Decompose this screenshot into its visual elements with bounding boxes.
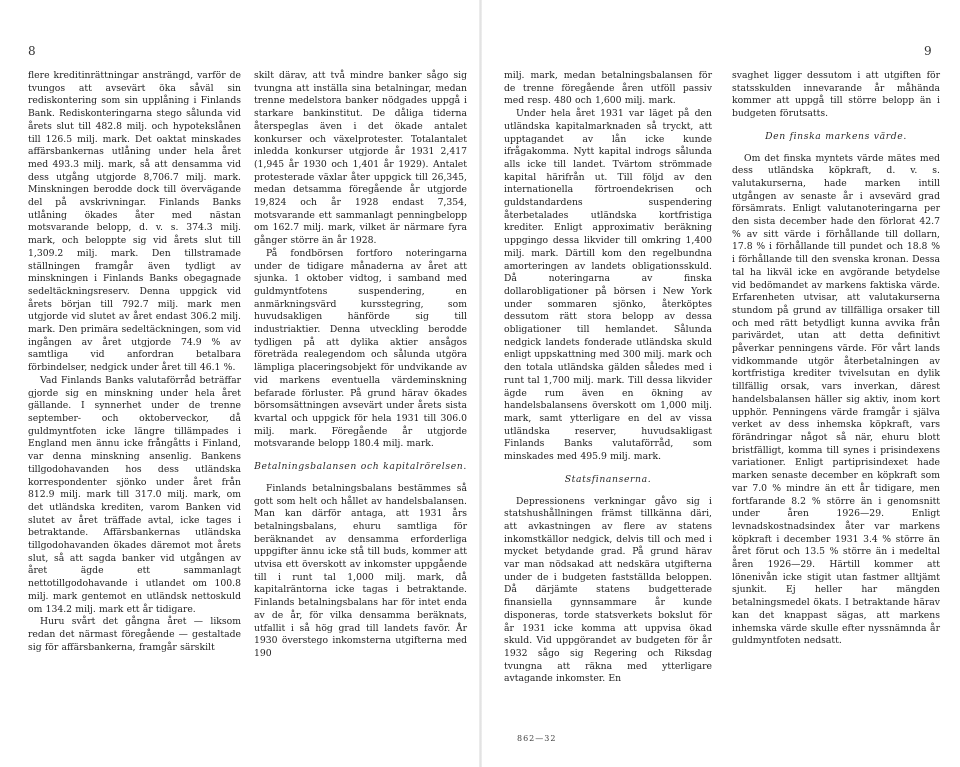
paragraph: Depressionens verkningar gåvo sig i statshushållningen främst tillkänna däri, att avkastningen av flere av statens inkomstkällor nedgick, delvis till och med i mycket betydande grad. På grund härav var man nödsakad att nedskära utgifterna under de i budgeten fastställda beloppen. Då därjämte statens budgetterade finansiella gynnsammare år kunde disponeras, torde statsverkets bokslut för år 1931 icke komma att uppvisa ökad skuld. Vid uppgörandet av budgeten för år 1932 sågo sig Regering och Riksdag tvungna att räkna med ytterligare avtagande inkomster. En [504, 495, 712, 685]
text-column-3 [504, 70, 712, 686]
paragraph: Om det finska myntets värde mätes med dess utländska köpkraft, d. v. s. valutakurserna, hade marken intill utgången av senaste år i avsevärd grad försämrats. Enligt valutanoteringarna per den sista december hade den förlorat 42.7 % av sitt värde i förhållande till dollarn, 17.8 % i förhållande till pundet och 18.8 % i förhållande till den svenska kronan. Dessa tal ha likväl icke en avgörande betydelse vid bedömandet av markens faktiska värde. Erfarenheten utvisar, att valutakurserna stundom på grund av tillfälliga orsaker till och med rätt betydligt kunna avvika från parivärdet, utan att detta definitivt påverkar penningens värde. För vårt lands vidkommande utgör återbetalningen av kortfristiga krediter tvivelsutan en dylik tillfällig orsak, vars inverkan, därest handelsbalansen häller sig aktiv, inom kort upphör. Penningens värde framgår i själva verket av dess inhemska köpkraft, vars förändringar något så när, ehuru blott bristfälligt, komma till synes i prisindexens variationer. Enligt partiprisindexet hade marken senaste december en köpkraft som var 7.0 % mindre än ett år tidigare, men fortfarande 8.2 % större än i genomsnitt under åren 1926—29. Enligt levnadskostnadsindex åter var markens köpkraft i december 1931 3.4 % större än året förut och 13.5 % större än i medeltal åren 1926—29. Härtill kommer att lönenivån icke stigit utan fastmer alltjämt sjunkit. Ej heller har mängden betalningsmedel ökats. I betraktande härav kan det knappast sägas, att markens inhemska värde skulle efter nyssnämnda år guldmyntfoten nedsatt. [732, 152, 940, 647]
text-column-4 [732, 70, 940, 648]
printer-signature: 862—32 [517, 734, 557, 743]
paragraph: Vad Finlands Banks valutaförråd beträffar gjorde sig en minskning under hela året gällande. I synnerhet under de trenne september- och oktoberveckor, då guldmyntfoten icke längre tillämpades i England men ännu icke frångåtts i Finland, var denna minskning ansenlig. Bankens tillgodohavanden hos dess utländska korrespondenter sjönko under året från 812.9 milj. mark till 317.0 milj. mark, om det utländska krediten, varom Banken vid slutet av året träffade avtal, icke tages i betraktande. Affärsbankernas utländska tillgodohavanden ökades däremot mot årets slut, så att sagda banker vid utgången av året ägde ett sammanlagt nettotillgodohavande i utlandet om 100.8 milj. mark gentemot en utländsk nettoskuld om 134.2 milj. mark ett år tidigare. [28, 374, 241, 615]
text-column-1 [28, 70, 241, 654]
section-heading-balance-of-payments: Betalningsbalansen och kapitalrörelsen. [254, 461, 467, 473]
section-heading-value-of-mark: Den finska markens värde. [765, 130, 907, 142]
book-gutter [479, 0, 482, 767]
paragraph: svaghet ligger dessutom i att utgiften för statsskulden innevarande år måhända kommer att uppgå till större belopp än i budgeten förutsatts. [732, 70, 940, 120]
paragraph: Huru svårt det gångna året — liksom redan det närmast föregående — gestaltade sig för affärsbankerna, framgår särskilt [28, 616, 241, 653]
paragraph: Under hela året 1931 var läget på den utländska kapitalmarknaden så tryckt, att upptagandet av lån icke kunde ifrågakomma. Nytt kapital indrogs sålunda alls icke till landet. Tvärtom strömmade kapital härifrån ut. Till följd av den internationella förtroendekrisen och guldstandardens suspendering återbetalades utländska kortfristiga krediter. Enligt approximativ beräkning uppgingo dessa likvider till omkring 1,400 milj. mark. Därtill kom den regelbundna amorteringen av landets obligationsskuld. Då noteringarna av finska dollarobligationer på börsen i New York under sommaren sjönko, återköptes dessutom rätt stora belopp av dessa obligationer till hemlandet. Sålunda nedgick landets fonderade utländska skuld enligt uppskattning med 300 milj. mark och den totala utländska gälden således med i runt tal 1,700 milj. mark. Till dessa likvider ägde rum även en ökning av handelsbalansens överskott om 1,000 milj. mark, samt ytterligare en del av vissa utländska reserver, huvudsakligast Finlands Banks valutaförråd, som minskades med 495.9 milj. mark. [504, 108, 712, 463]
paragraph: milj. mark, medan betalningsbalansen för de trenne föregående åren utföll passiv med resp. 480 och 1,600 milj. mark. [504, 70, 712, 107]
paragraph: skilt därav, att två mindre banker sågo sig tvungna att inställa sina betalningar, medan trenne medelstora banker nödgades uppgå i starkare bankinstitut. De dåliga tiderna återspeglas även i det ökade antalet konkurser och växelprotester. Totalantalet inledda konkurser utgjorde år 1931 2,417 (1,945 år 1930 och 1,401 år 1929). Antalet protesterade växlar åter uppgick till 26,345, medan detsamma föregående år utgjorde 19,824 och år 1928 endast 7,354, motsvarande ett sammanlagt penningbelopp om 162.7 milj. mark, vilket är närmare fyra gånger större än år 1928. [254, 70, 467, 247]
paragraph: flere kreditinrättningar ansträngd, varför de tvungos att avsevärt öka såväl sin rediskontering som sin upplåning i Finlands Bank. Rediskonteringarna stego sålunda vid årets slut till 482.8 milj. och hypotekslånen till 126.5 milj. mark. Det oaktat minskades affärsbankernas utlåning under hela året med 493.3 milj. mark, så att densamma vid dess utgång utgjorde 8,706.7 milj. mark. Minskningen berodde dock till övervägande del på avskrivningar. Finlands Banks utlåning ökades åter med nästan motsvarande belopp, d. v. s. 374.3 milj. mark, och beloppte sig vid årets slut till 1,309.2 milj. mark. Den tillstramade ställningen framgår även tydligt av minskningen i Finlands Banks obegagnade sedeltäckningsreserv. Denna uppgick vid årets början till 792.7 milj. mark men utgjorde vid slutet av året endast 306.2 milj. mark. Den primära sedeltäckningen, som vid ingången av året utgjorde 74.9 % av samtliga vid anfordran betalbara förbindelser, nedgick under året till 46.1 %. [28, 70, 241, 374]
page-number-right: 9 [924, 44, 932, 58]
text-column-2 [254, 70, 467, 661]
section-heading-state-finances: Statsfinanserna. [564, 473, 652, 485]
paragraph: På fondbörsen fortforo noteringarna under de tidigare månaderna av året att sjunka. 1 oktober vidtog, i samband med guldmyntfotens suspendering, en anmärkningsvärd kursstegring, som huvudsakligen hänförde sig till industriaktier. Denna utveckling berodde tydligen på att dylika aktier ansågos företräda realegendom och sålunda utgöra lämpliga placeringsobjekt för undvikande av vid markens eventuella värdeminskning befarade förluster. På grund härav ökades börsomsättningen avsevärt under årets sista kvartal och uppgick för hela 1931 till 306.0 milj. mark. Föregående år utgjorde motsvarande belopp 180.4 milj. mark. [254, 247, 467, 450]
paragraph: Finlands betalningsbalans bestämmes så gott som helt och hållet av handelsbalansen. Man kan därför antaga, att 1931 års betalningsbalans, ehuru samtliga för beräknandet av densamma erforderliga uppgifter ännu icke stå till buds, kommer att utvisa ett överskott av inkomster uppgående till i runt tal 1,000 milj. mark, då kapitalräntorna icke tagas i betraktande. Finlands betalningsbalans har för intet enda av de år, för vilka densamma beräknats, utfallit i så hög grad till landets favör. År 1930 överstego inkomsterna utgifterna med 190 [254, 482, 467, 659]
page-number-left: 8 [28, 44, 36, 58]
